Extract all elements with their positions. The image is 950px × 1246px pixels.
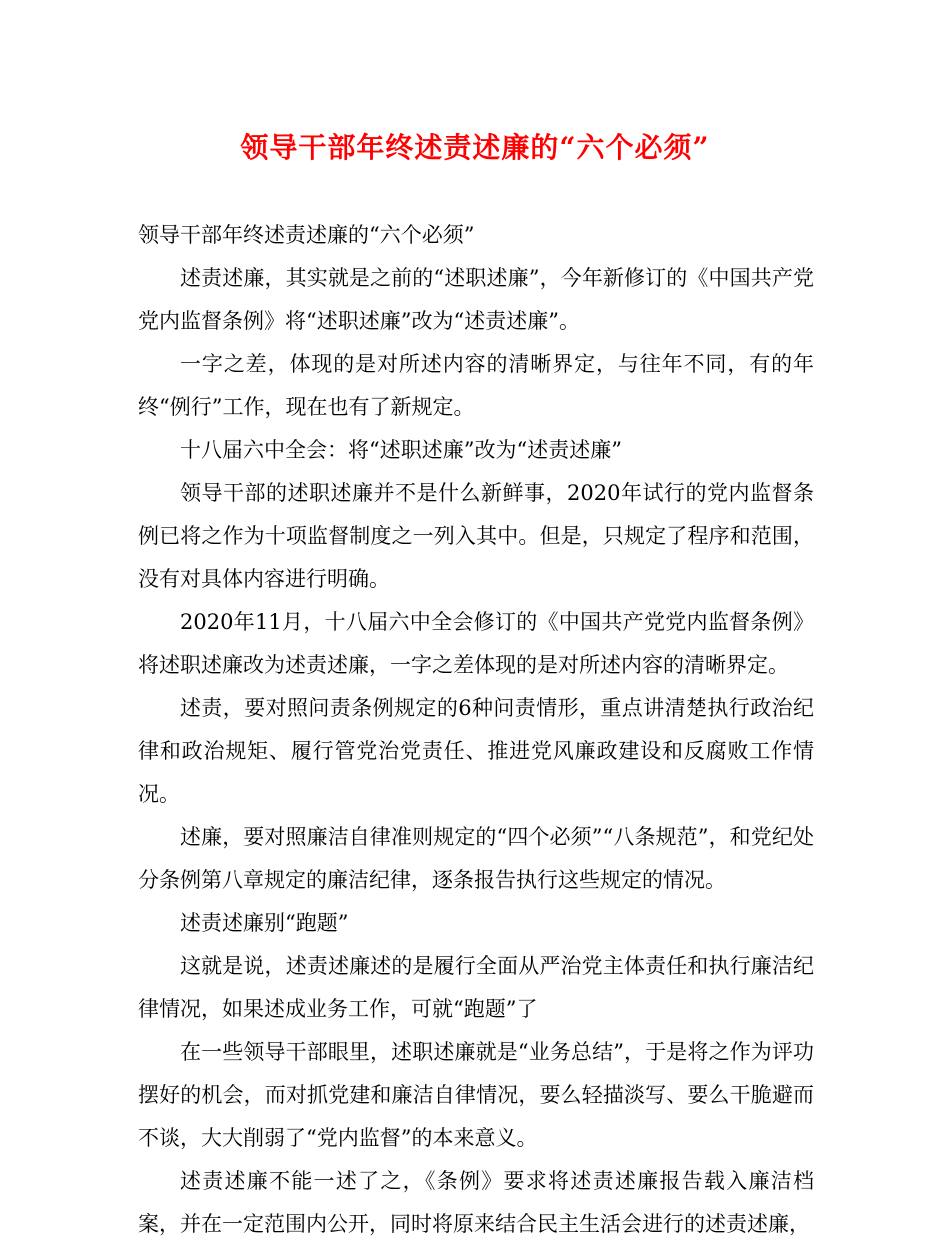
paragraph: 这就是说，述责述廉述的是履行全面从严治党主体责任和执行廉洁纪律情况，如果述成业务工作，可就“跑题”了 <box>138 954 814 1021</box>
paragraph-heading: 十八届六中全会：将“述职述廉”改为“述责述廉” <box>180 438 622 462</box>
paragraph: 述责述廉不能一述了之，《条例》要求将述责述廉报告载入廉洁档案，并在一定范围内公开，同时将原来结合民主生活会进行的述责述廉， <box>138 1169 814 1236</box>
paragraph: 2020年11月，十八届六中全会修订的《中国共产党党内监督条例》将述职述廉改为述责述廉，一字之差体现的是对所述内容的清晰界定。 <box>138 610 814 677</box>
paragraph-subtitle: 领导干部年终述责述廉的“六个必须” <box>138 223 475 247</box>
paragraph: 述责，要对照问责条例规定的6种问责情形，重点讲清楚执行政治纪律和政治规矩、履行管党治党责任、推进党风廉政建设和反腐败工作情况。 <box>138 696 814 806</box>
paragraph-heading: 述责述廉别“跑题” <box>180 911 349 935</box>
paragraph: 在一些领导干部眼里，述职述廉就是“业务总结”，于是将之作为评功摆好的机会，而对抓党建和廉洁自律情况，要么轻描淡写、要么干脆避而不谈，大大削弱了“党内监督”的本来意义。 <box>138 1040 814 1150</box>
paragraph: 述责述廉，其实就是之前的“述职述廉”，今年新修订的《中国共产党党内监督条例》将“述职述廉”改为“述责述廉”。 <box>138 266 814 333</box>
paragraph: 领导干部的述职述廉并不是什么新鲜事，2020年试行的党内监督条例已将之作为十项监督制度之一列入其中。但是，只规定了程序和范围，没有对具体内容进行明确。 <box>138 481 814 591</box>
paragraph: 述廉，要对照廉洁自律准则规定的“四个必须”“八条规范”，和党纪处分条例第八章规定的廉洁纪律，逐条报告执行这些规定的情况。 <box>138 825 814 892</box>
paragraph: 一字之差，体现的是对所述内容的清晰界定，与往年不同，有的年终“例行”工作，现在也有了新规定。 <box>138 352 814 419</box>
document-body <box>138 214 814 1246</box>
document-title: 领导干部年终述责述廉的“六个必须” <box>240 131 710 164</box>
